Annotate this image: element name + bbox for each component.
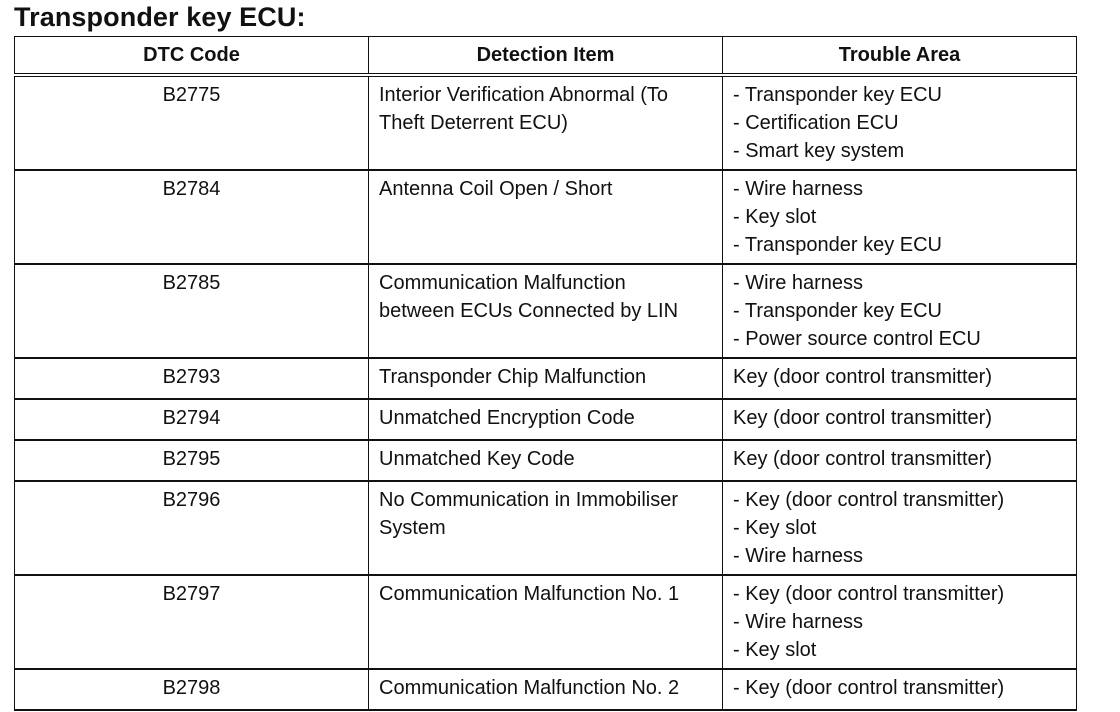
- dtc-code-cell: B2795: [15, 440, 369, 481]
- table-row: [15, 575, 1077, 669]
- detection-text: System: [379, 517, 446, 539]
- table-row: [15, 264, 1077, 358]
- trouble-area-item: - Key (door control transmitter): [733, 489, 1005, 511]
- detection-text: Interior Verification Abnormal (To: [379, 84, 669, 106]
- detection-item-cell: [369, 440, 723, 481]
- trouble-area-item: - Smart key system: [733, 140, 905, 162]
- table-row: [15, 358, 1077, 399]
- trouble-area-item: Key (door control transmitter): [733, 448, 992, 470]
- detection-text: Communication Malfunction: [379, 272, 626, 294]
- trouble-area-item: - Wire harness: [733, 611, 864, 633]
- dtc-code-cell: B2793: [15, 358, 369, 399]
- table-row: [15, 399, 1077, 440]
- detection-item-cell: [369, 75, 723, 170]
- detection-text: Antenna Coil Open / Short: [379, 178, 613, 200]
- detection-text: Unmatched Encryption Code: [379, 407, 635, 429]
- table-row: [15, 440, 1077, 481]
- trouble-area-cell: [723, 75, 1077, 170]
- page-title: Transponder key ECU:: [14, 2, 306, 32]
- trouble-area-item: - Key (door control transmitter): [733, 583, 1005, 605]
- dtc-code-cell: B2775: [15, 75, 369, 170]
- trouble-area-item: - Wire harness: [733, 272, 864, 294]
- trouble-area-item: - Wire harness: [733, 545, 864, 567]
- trouble-area-item: - Key slot: [733, 639, 817, 661]
- dtc-code-cell: B2794: [15, 399, 369, 440]
- trouble-area-cell: [723, 440, 1077, 481]
- trouble-area-cell: [723, 669, 1077, 710]
- detection-text: Theft Deterrent ECU): [379, 112, 568, 134]
- trouble-area-item: - Key (door control transmitter): [733, 677, 1005, 699]
- detection-text: Communication Malfunction No. 2: [379, 677, 680, 699]
- dtc-code-cell: B2797: [15, 575, 369, 669]
- trouble-area-item: - Transponder key ECU: [733, 234, 942, 256]
- trouble-area-item: - Key slot: [733, 206, 817, 228]
- detection-text: Unmatched Key Code: [379, 448, 575, 470]
- trouble-area-item: Key (door control transmitter): [733, 366, 992, 388]
- dtc-code-cell: B2798: [15, 669, 369, 710]
- detection-item-cell: [369, 575, 723, 669]
- dtc-code-cell: B2784: [15, 170, 369, 264]
- trouble-area-cell: [723, 575, 1077, 669]
- trouble-area-item: - Wire harness: [733, 178, 864, 200]
- trouble-area-cell: [723, 170, 1077, 264]
- table-row: [15, 170, 1077, 264]
- detection-item-cell: [369, 399, 723, 440]
- table-row: [15, 75, 1077, 170]
- trouble-area-cell: [723, 264, 1077, 358]
- dtc-code-cell: B2796: [15, 481, 369, 575]
- table-row: [15, 669, 1077, 710]
- detection-item-cell: [369, 669, 723, 710]
- table-row: [15, 481, 1077, 575]
- dtc-table: [14, 36, 1077, 711]
- detection-item-cell: [369, 481, 723, 575]
- trouble-area-item: - Transponder key ECU: [733, 300, 942, 322]
- trouble-area-cell: [723, 358, 1077, 399]
- detection-item-cell: [369, 358, 723, 399]
- trouble-area-item: - Certification ECU: [733, 112, 899, 134]
- detection-text: between ECUs Connected by LIN: [379, 300, 679, 322]
- detection-text: Transponder Chip Malfunction: [379, 366, 647, 388]
- table-header-row: [15, 37, 1077, 76]
- detection-text: No Communication in Immobiliser: [379, 489, 678, 511]
- trouble-area-cell: [723, 399, 1077, 440]
- trouble-area-item: - Transponder key ECU: [733, 84, 942, 106]
- dtc-code-cell: B2785: [15, 264, 369, 358]
- trouble-area-item: - Key slot: [733, 517, 817, 539]
- detection-item-cell: [369, 264, 723, 358]
- column-header-dtc-code: DTC Code: [15, 37, 369, 76]
- column-header-detection-item: Detection Item: [369, 37, 723, 76]
- column-header-trouble-area: Trouble Area: [723, 37, 1077, 76]
- trouble-area-cell: [723, 481, 1077, 575]
- detection-item-cell: [369, 170, 723, 264]
- trouble-area-item: - Power source control ECU: [733, 328, 981, 350]
- trouble-area-item: Key (door control transmitter): [733, 407, 992, 429]
- detection-text: Communication Malfunction No. 1: [379, 583, 680, 605]
